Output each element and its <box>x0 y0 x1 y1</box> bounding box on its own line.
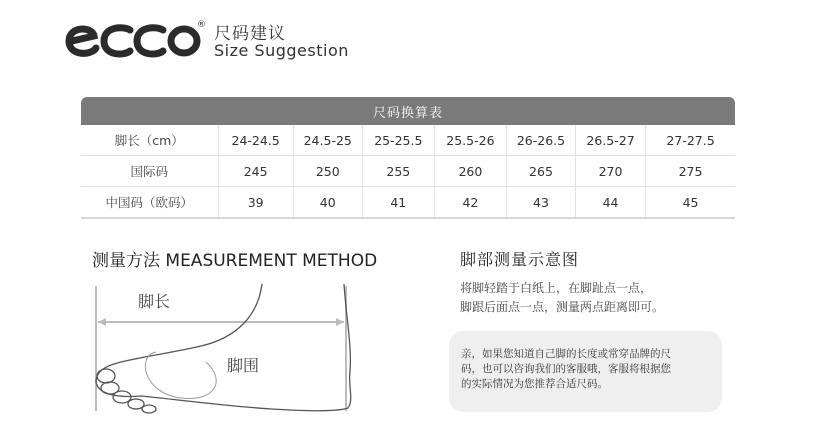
table-cell: 26.5-27 <box>576 125 646 156</box>
registered-mark: ® <box>197 20 206 30</box>
table-row <box>81 187 735 219</box>
table-cell: 40 <box>293 187 362 219</box>
foot-outline <box>96 284 351 413</box>
foot-girth-label: 脚围 <box>227 356 260 375</box>
table-cell: 24.5-25 <box>293 125 362 156</box>
table-cell: 45 <box>646 187 735 219</box>
row-label: 脚长（cm） <box>81 125 218 156</box>
foot-length-label: 脚长 <box>138 292 171 311</box>
table-caption: 尺码换算表 <box>81 97 735 125</box>
table-cell: 27-27.5 <box>646 125 735 156</box>
schema-instruction-line: 将脚轻踏于白纸上，在脚趾点一点， <box>460 281 653 295</box>
size-conversion-table <box>81 97 735 219</box>
table-cell: 265 <box>506 156 575 187</box>
table-cell: 245 <box>218 156 293 187</box>
header-title-cn: 尺码建议 <box>214 24 286 44</box>
table-row <box>81 156 735 187</box>
table-cell: 41 <box>362 187 434 219</box>
note-line: 亲，如果您知道自己脚的长度或常穿品牌的尺 <box>461 348 671 360</box>
girth-ring <box>145 352 216 398</box>
table-cell: 39 <box>218 187 293 219</box>
table-cell: 25.5-26 <box>434 125 506 156</box>
table-cell: 26-26.5 <box>506 125 575 156</box>
schema-title: 脚部测量示意图 <box>460 250 580 269</box>
row-label: 国际码 <box>81 156 218 187</box>
table-cell: 255 <box>362 156 434 187</box>
table-row <box>81 125 735 156</box>
note-line: 的实际情况为您推荐合适尺码。 <box>461 378 608 390</box>
table-cell: 24-24.5 <box>218 125 293 156</box>
header-title-en: Size Suggestion <box>214 41 349 60</box>
table-cell: 260 <box>434 156 506 187</box>
table-cell: 43 <box>506 187 575 219</box>
table-cell: 250 <box>293 156 362 187</box>
row-label: 中国码（欧码） <box>81 187 218 219</box>
arrow-left-head <box>98 318 106 326</box>
schema-instruction-line: 脚跟后面点一点，测量两点距离即可。 <box>460 300 665 314</box>
method-title: 测量方法 MEASUREMENT METHOD <box>92 251 378 271</box>
customer-service-note <box>449 331 722 412</box>
ecco-logo <box>64 18 204 62</box>
table-cell: 42 <box>434 187 506 219</box>
table-cell: 25-25.5 <box>362 125 434 156</box>
table-cell: 275 <box>646 156 735 187</box>
arrow-right-head <box>336 318 344 326</box>
table-cell: 44 <box>576 187 646 219</box>
table-cell: 270 <box>576 156 646 187</box>
foot-measurement-diagram <box>86 276 371 416</box>
note-line: 码，也可以咨询我们的客服哦，客服将根据您 <box>461 363 671 375</box>
